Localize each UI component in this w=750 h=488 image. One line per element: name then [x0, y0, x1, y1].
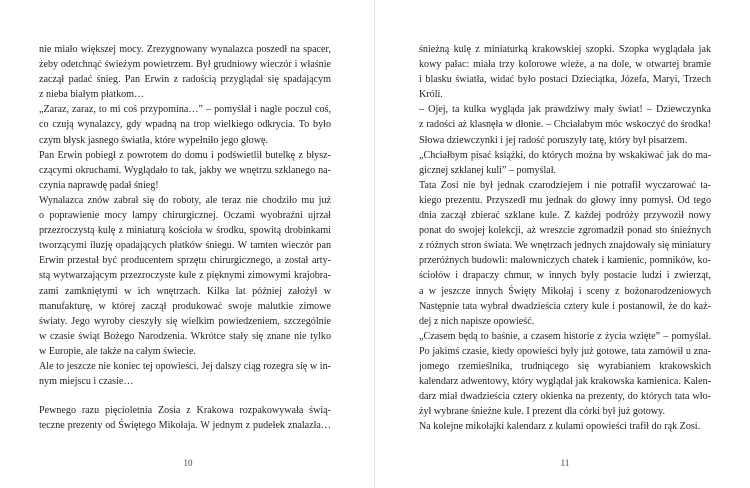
text-line: śnieżną kulę z miniaturką krakowskiej szopki. Szopka wyglądała jak — [419, 44, 711, 55]
text-line: dej z nich napisze opowieść. — [419, 315, 535, 327]
right-page-text — [419, 42, 711, 434]
text-line: zami zamkniętymi w ich wnętrzach. Kilka lat później założył w — [39, 285, 331, 297]
page-number-left: 10 — [183, 458, 193, 468]
text-line: teczne prezenty od Świętego Mikołaja. W jednym z pudełek znalazła… — [39, 420, 331, 432]
text-line: Erwin przestał być producentem sprzętu chirurgicznego, a został arty- — [39, 255, 331, 267]
text-line: „Zaraz, zaraz, to mi coś przypomina…” – pomyślał i nagle poczuł coś, — [39, 104, 331, 116]
page-number-right: 11 — [560, 458, 570, 468]
text-line: Na kolejne mikołajki kalendarz z kulami opowieści trafił do rąk Zosi. — [419, 421, 701, 433]
text-line: a w jeszcze innych Święty Mikołaj i sceny z bożonarodzeniowych — [419, 285, 711, 297]
text-line: żeby odetchnąć świeżym powietrzem. Był grudniowy wieczór i właśnie — [39, 59, 331, 71]
text-line: ściołów i drapaczy chmur, w innych były postacie ludzi i zwierząt, — [419, 270, 711, 282]
text-line: Ale to jeszcze nie koniec tej opowieści. Jej dalszy ciąg rozegra się w in- — [39, 360, 331, 372]
text-line: – Ojej, ta kulka wygląda jak prawdziwy mały świat! – Dziewczynka — [419, 104, 711, 116]
text-line: kowy pałac: miała trzy kolorowe wieże, a na dole, w otwartej bramie — [419, 59, 711, 71]
text-line: z różnych stron świata. We wnętrzach jednych znajdowały się miniatury — [419, 240, 711, 252]
text-line: przeróżnych budowli: malowniczych chatek i kamienic, pomników, ko- — [419, 255, 711, 267]
text-line: czym błysk jasnego światła, które wypełniło jego głowę. — [39, 134, 269, 146]
text-line: Pewnego razu pięcioletnia Zosia z Krakowa rozpakowywała świą- — [39, 405, 331, 417]
text-line: kiego prezentu. Przyszedł mu jednak do głowy inny pomysł. Od tego — [419, 194, 711, 206]
text-line: Po jakimś czasie, kiedy opowieści były już gotowe, tata zamówił u zna- — [419, 345, 711, 357]
text-line: Tata Zosi nie był jednak czarodziejem i nie potrafił wyczarować ta- — [419, 179, 711, 191]
text-line: „Chciałbym pisać książki, do których można by wskakiwać jak do ma- — [419, 149, 711, 161]
text-line: nym miejscu i czasie… — [39, 376, 134, 388]
text-line: przezroczystą kulę z miniaturą kościoła w środku, spowitą drobinkami — [39, 225, 331, 237]
text-line: ponat do swojej kolekcji, aż wreszcie zgromadził ponad sto śnieżnych — [419, 225, 711, 237]
text-line: w Europie, ale także na całym świecie. — [39, 345, 196, 357]
text-line: żył wybrane śnieżne kule. I prezent dla córki był już gotowy. — [419, 406, 665, 418]
text-line: nie miało większej mocy. Zrezygnowany wynalazca poszedł na spacer, — [39, 44, 331, 55]
text-line: stą wytwarzającym przezroczyste kule z pięknymi zimowymi krajobra- — [39, 270, 331, 282]
text-line: manufakturę, w której zaczął produkować swoje malutkie zimowe — [39, 300, 331, 312]
text-line: i blasku światła, widać było postaci Dzieciątka, Józefa, Maryi, Trzech — [419, 74, 711, 86]
text-line: w czasie świąt Bożego Narodzenia. Wkrótce stały się znane nie tylko — [39, 330, 331, 342]
text-line: z nieba białym płatkom… — [39, 89, 145, 101]
right-page — [375, 0, 750, 488]
text-line: jomego rzemieślnika, trudniącego się wyrabianiem krakowskich — [419, 360, 711, 372]
text-line: światy. Jego wyroby cieszyły się wielkim powiedzeniem, szczególnie — [39, 315, 331, 327]
text-line: co czują wynalazcy, gdy wpadną na trop wielkiego odkrycia. To było — [39, 119, 331, 131]
text-line: czącymi okruchami. Wyglądało to tak, jakby we wnętrzu szklanego na- — [39, 164, 331, 176]
text-line: Wynalazca znów zabrał się do roboty, ale teraz nie chodziło mu już — [39, 194, 331, 206]
text-line: „Czasem będą to baśnie, a czasem historie z życia wzięte” – pomyślał. — [419, 330, 711, 342]
text-line: czynia naprawdę padał śnieg! — [39, 179, 159, 191]
text-line: Pan Erwin pobiegł z powrotem do domu i podświetlił butelkę z błysz- — [39, 149, 331, 161]
text-line: Króli. — [419, 89, 443, 101]
text-line: tworzącymi iluzję opadających płatków śniegu. W tamten wieczór pan — [39, 240, 331, 252]
text-line: kalendarz adwentowy, który wyglądał jak krakowska kamienica. Kalen- — [419, 376, 711, 388]
text-line: o poprawienie mocy lampy chirurgicznej. Oczami wyobraźni ujrzał — [39, 210, 331, 222]
text-line: gicznej szklanej kuli” – pomyślał. — [419, 164, 557, 176]
text-line: Słowa dziewczynki i jej radość poruszyły tatę, który był pisarzem. — [419, 134, 688, 146]
paragraph-gap — [39, 389, 331, 403]
text-line: Następnie tata wybrał dwadzieścia cztery kule i postanowił, że do każ- — [419, 300, 711, 312]
left-page-text — [39, 42, 331, 433]
text-line: z radości aż klasnęła w dłonie. – Chciałabym móc wskoczyć do środka! — [419, 119, 711, 131]
text-line: zaczął padać śnieg. Pan Erwin z radością przyglądał się spadającym — [39, 74, 331, 86]
text-line: darz miał dwadzieścia cztery okienka na prezenty, do których tata wło- — [419, 391, 711, 403]
text-line: dnia zaczął zbierać szklane kule. Z każdej podróży przywoził nowy — [419, 210, 711, 222]
